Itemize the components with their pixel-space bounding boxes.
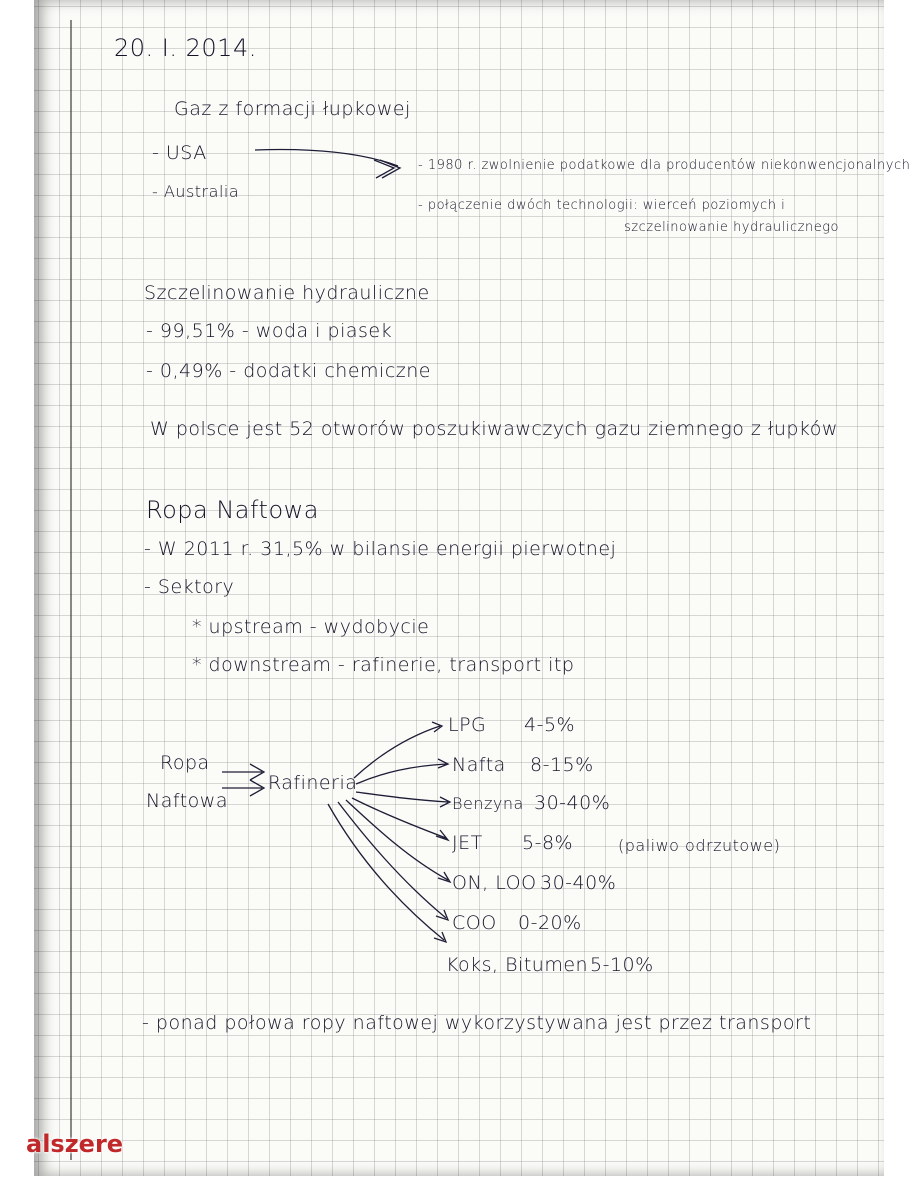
product-coo-name: COO <box>452 912 497 934</box>
watermark-logo: alszere <box>26 1130 124 1158</box>
oil-to-refinery-arrow-top <box>222 764 264 780</box>
arrow-to-benzyna <box>356 792 450 807</box>
gas-item-australia: - Australia <box>152 182 240 201</box>
product-jet-share: 5-8% <box>522 832 574 854</box>
arrow-to-coo <box>338 802 448 920</box>
gas-arrow <box>255 150 398 166</box>
oil-item-sectors: - Sektory <box>144 576 235 598</box>
product-nafta-share: 8-15% <box>530 754 594 776</box>
product-on-loo-share: 30-40% <box>540 872 617 894</box>
product-nafta-name: Nafta <box>452 754 506 776</box>
diagram-source-line1: Ropa <box>160 752 210 774</box>
product-benzyna-name: Benzyna <box>452 794 524 813</box>
gas-note-tax: - 1980 r. zwolnienie podatkowe dla producentów niekonwencjonalnych <box>418 158 911 173</box>
oil-item-upstream: * upstream - wydobycie <box>192 616 430 638</box>
oil-item-downstream: * downstream - rafinerie, transport itp <box>192 654 575 676</box>
arrow-to-lpg <box>354 722 442 778</box>
fracking-item-chemicals: - 0,49% - dodatki chemiczne <box>146 360 431 382</box>
diagram-refinery: Rafineria <box>268 772 358 794</box>
gas-note-fracking: szczelinowanie hydraulicznego <box>624 220 839 235</box>
product-lpg-name: LPG <box>448 714 487 736</box>
gas-item-usa: - USA <box>152 142 207 164</box>
product-koks-name: Koks, Bitumen <box>446 954 589 976</box>
product-coo-share: 0-20% <box>518 912 582 934</box>
product-benzyna-share: 30-40% <box>534 792 611 814</box>
arrow-to-nafta <box>356 759 448 784</box>
oil-section-title: Ropa Naftowa <box>146 496 319 524</box>
oil-to-refinery-arrow-bottom <box>222 780 264 796</box>
product-jet-name: JET <box>452 832 483 854</box>
gas-arrow-head <box>374 160 400 178</box>
product-lpg-share: 4-5% <box>524 714 576 736</box>
transport-note: - ponad połowa ropy naftowej wykorzystywana jest przez transport <box>142 1012 812 1034</box>
fracking-section-title: Szczelinowanie hydrauliczne <box>144 282 430 304</box>
product-koks-share: 5-10% <box>590 954 654 976</box>
product-on-loo-name: ON, LOO <box>452 872 537 894</box>
arrow-to-on-loo <box>346 800 450 882</box>
page-date: 20. I. 2014. <box>114 34 257 62</box>
poland-wells-note: W polsce jest 52 otworów poszukiwawczych gazu ziemnego z łupków <box>150 418 838 440</box>
arrow-to-koks <box>328 804 446 942</box>
oil-item-balance: - W 2011 r. 31,5% w bilansie energii pierwotnej <box>144 538 617 560</box>
fracking-item-water: - 99,51% - woda i piasek <box>146 320 393 342</box>
gas-section-title: Gaz z formacji łupkowej <box>174 98 411 120</box>
product-jet-note: (paliwo odrzutowe) <box>618 836 781 855</box>
gas-note-technology: - połączenie dwóch technologii: wierceń poziomych i <box>418 198 786 213</box>
diagram-source-line2: Naftowa <box>146 790 228 812</box>
